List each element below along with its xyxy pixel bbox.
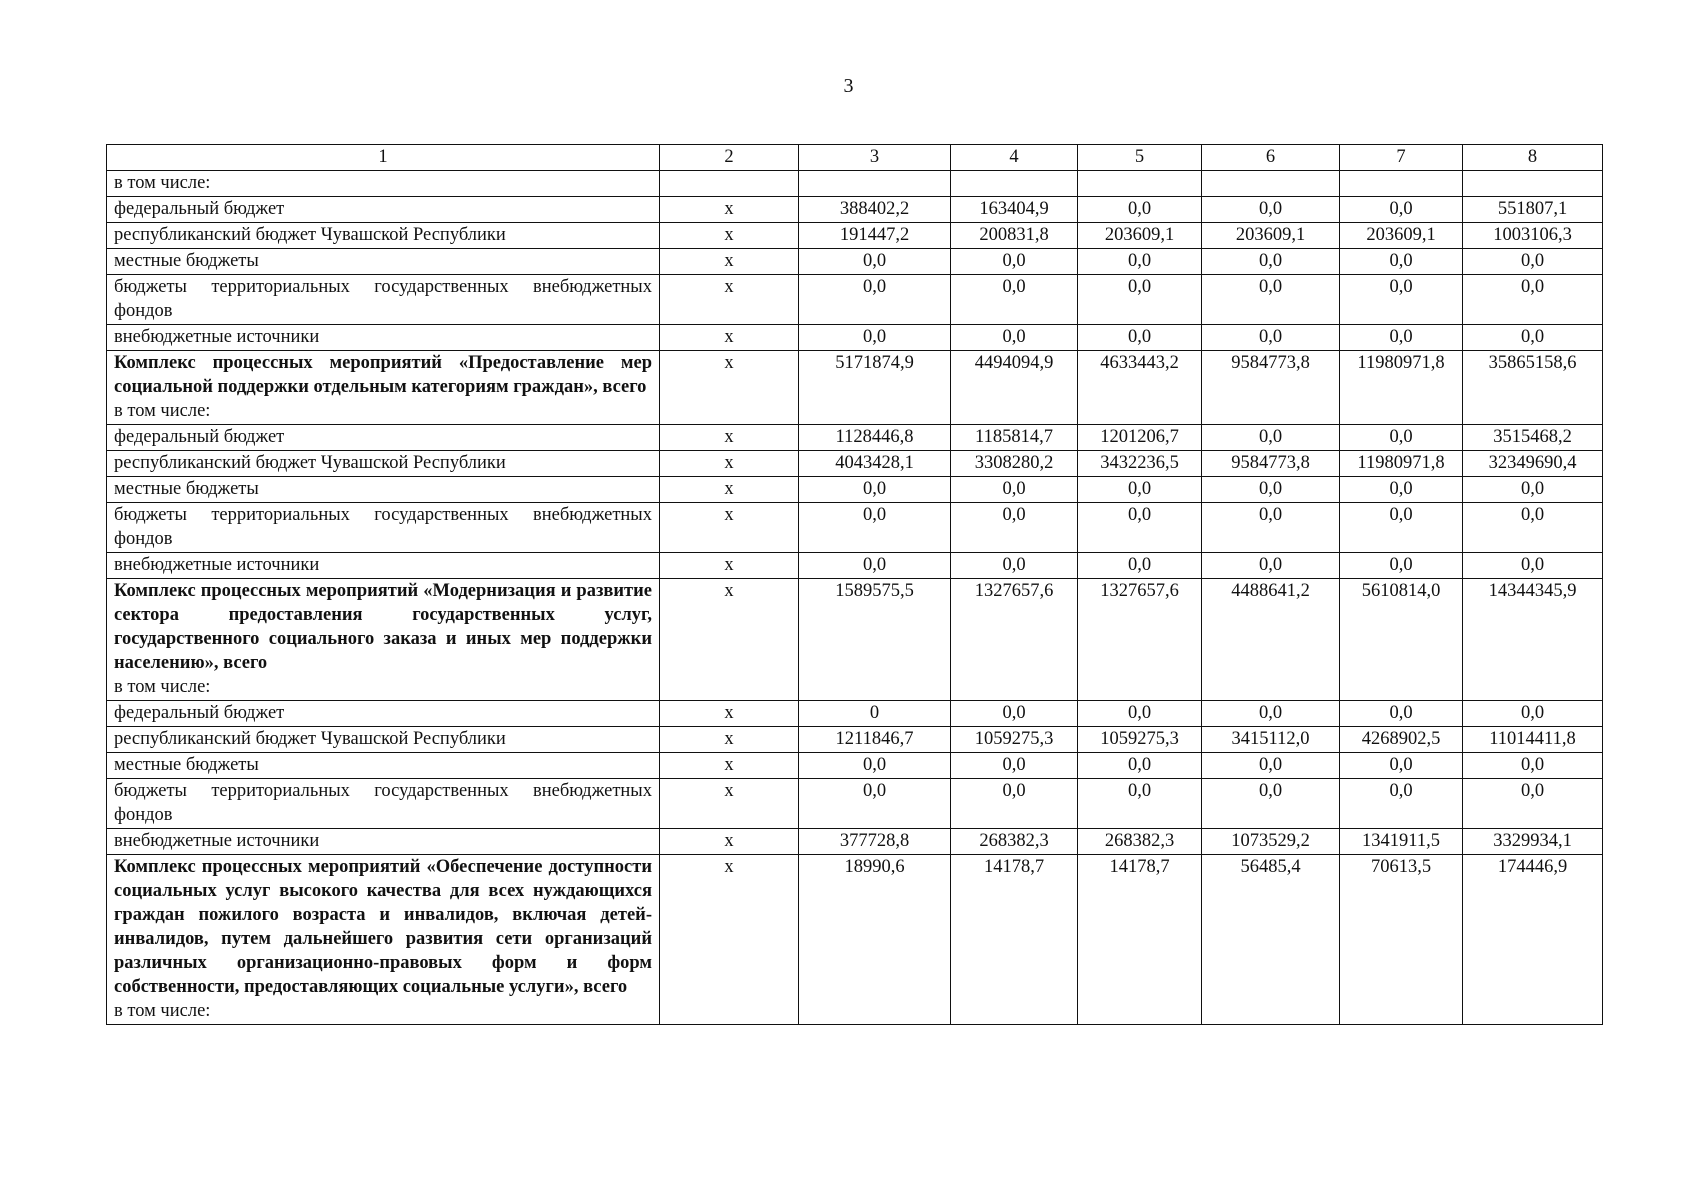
value-cell — [1202, 171, 1340, 197]
value-cell: 1073529,2 — [1202, 829, 1340, 855]
value-cell: 3515468,2 — [1463, 425, 1603, 451]
row-label-cell — [107, 223, 660, 249]
value-cell: 0,0 — [1202, 779, 1340, 829]
value-cell: 200831,8 — [951, 223, 1078, 249]
value-cell: 0,0 — [1340, 779, 1463, 829]
row-label-cell — [107, 451, 660, 477]
table-row — [107, 197, 1603, 223]
row-label-cell — [107, 249, 660, 275]
table-row — [107, 701, 1603, 727]
value-cell: 0,0 — [1202, 275, 1340, 325]
row-label-cell — [107, 855, 660, 1025]
value-cell: 0,0 — [1340, 701, 1463, 727]
value-cell: 1211846,7 — [799, 727, 951, 753]
code-cell: х — [660, 855, 799, 1025]
value-cell: 191447,2 — [799, 223, 951, 249]
table-row-complex — [107, 351, 1603, 425]
value-cell: 0,0 — [1340, 425, 1463, 451]
table-row — [107, 325, 1603, 351]
value-cell: 0,0 — [1078, 701, 1202, 727]
value-cell: 0,0 — [951, 701, 1078, 727]
row-label: бюджеты территориальных государственных внебюджетных фондов — [114, 505, 652, 549]
value-cell: 0,0 — [1078, 553, 1202, 579]
header-cell: 1 — [107, 145, 660, 171]
value-cell: 0,0 — [1202, 503, 1340, 553]
value-cell: 0,0 — [1340, 753, 1463, 779]
header-cell: 7 — [1340, 145, 1463, 171]
value-cell: 4043428,1 — [799, 451, 951, 477]
value-cell: 0,0 — [799, 249, 951, 275]
value-cell: 11980971,8 — [1340, 451, 1463, 477]
value-cell: 0,0 — [799, 275, 951, 325]
value-cell: 14344345,9 — [1463, 579, 1603, 701]
code-cell: х — [660, 753, 799, 779]
value-cell: 3308280,2 — [951, 451, 1078, 477]
header-cell: 4 — [951, 145, 1078, 171]
row-label: местные бюджеты — [114, 755, 259, 775]
complex-title: Комплекс процессных мероприятий «Модернизация и развитие сектора предоставления государственных услуг, государственного социального заказа и иных мер поддержки населению», всего — [114, 581, 652, 673]
table-row — [107, 779, 1603, 829]
value-cell: 1059275,3 — [1078, 727, 1202, 753]
including-note: в том числе: — [114, 1001, 211, 1021]
value-cell: 1003106,3 — [1463, 223, 1603, 249]
value-cell: 1059275,3 — [951, 727, 1078, 753]
row-label-cell — [107, 753, 660, 779]
value-cell: 0,0 — [1078, 503, 1202, 553]
value-cell: 203609,1 — [1202, 223, 1340, 249]
header-cell: 3 — [799, 145, 951, 171]
value-cell: 0,0 — [1078, 275, 1202, 325]
row-label: федеральный бюджет — [114, 703, 285, 723]
value-cell: 14178,7 — [1078, 855, 1202, 1025]
value-cell: 0,0 — [1340, 325, 1463, 351]
value-cell: 4268902,5 — [1340, 727, 1463, 753]
value-cell: 0,0 — [1202, 325, 1340, 351]
row-label-cell — [107, 275, 660, 325]
value-cell: 0,0 — [799, 779, 951, 829]
value-cell: 0,0 — [1078, 325, 1202, 351]
value-cell: 0,0 — [1463, 325, 1603, 351]
page-number: 3 — [843, 75, 854, 97]
value-cell: 56485,4 — [1202, 855, 1340, 1025]
value-cell — [1078, 171, 1202, 197]
value-cell: 4494094,9 — [951, 351, 1078, 425]
value-cell: 203609,1 — [1078, 223, 1202, 249]
value-cell: 4488641,2 — [1202, 579, 1340, 701]
row-label: местные бюджеты — [114, 479, 259, 499]
including-note: в том числе: — [114, 401, 211, 421]
value-cell: 1128446,8 — [799, 425, 951, 451]
header-row — [107, 145, 1603, 171]
row-label: республиканский бюджет Чувашской Республики — [114, 729, 506, 749]
code-cell: х — [660, 325, 799, 351]
value-cell: 0,0 — [951, 325, 1078, 351]
value-cell: 5171874,9 — [799, 351, 951, 425]
row-label: внебюджетные источники — [114, 555, 320, 575]
value-cell: 5610814,0 — [1340, 579, 1463, 701]
value-cell: 3432236,5 — [1078, 451, 1202, 477]
table-row — [107, 477, 1603, 503]
value-cell: 0,0 — [1340, 553, 1463, 579]
value-cell: 0,0 — [951, 753, 1078, 779]
value-cell: 1327657,6 — [1078, 579, 1202, 701]
value-cell: 0,0 — [951, 553, 1078, 579]
row-label-cell — [107, 553, 660, 579]
row-label-cell — [107, 579, 660, 701]
value-cell: 0 — [799, 701, 951, 727]
row-label: федеральный бюджет — [114, 199, 285, 219]
row-label: бюджеты территориальных государственных внебюджетных фондов — [114, 781, 652, 825]
code-cell: х — [660, 579, 799, 701]
table-body — [107, 171, 1603, 1025]
value-cell: 174446,9 — [1463, 855, 1603, 1025]
value-cell: 0,0 — [1202, 249, 1340, 275]
value-cell: 0,0 — [1463, 249, 1603, 275]
code-cell: х — [660, 477, 799, 503]
value-cell: 70613,5 — [1340, 855, 1463, 1025]
value-cell: 0,0 — [1078, 753, 1202, 779]
value-cell: 0,0 — [1078, 779, 1202, 829]
value-cell: 1341911,5 — [1340, 829, 1463, 855]
value-cell: 268382,3 — [951, 829, 1078, 855]
value-cell: 0,0 — [1463, 477, 1603, 503]
value-cell: 0,0 — [1202, 425, 1340, 451]
table-row — [107, 503, 1603, 553]
value-cell: 388402,2 — [799, 197, 951, 223]
code-cell: х — [660, 779, 799, 829]
table-row — [107, 451, 1603, 477]
row-label-cell — [107, 829, 660, 855]
header-cell: 8 — [1463, 145, 1603, 171]
value-cell: 0,0 — [799, 753, 951, 779]
value-cell — [799, 171, 951, 197]
code-cell: х — [660, 727, 799, 753]
row-label-cell — [107, 701, 660, 727]
table-row — [107, 553, 1603, 579]
value-cell: 0,0 — [951, 503, 1078, 553]
value-cell: 9584773,8 — [1202, 451, 1340, 477]
value-cell: 3329934,1 — [1463, 829, 1603, 855]
value-cell: 0,0 — [1202, 701, 1340, 727]
row-label-cell — [107, 197, 660, 223]
row-label-cell — [107, 425, 660, 451]
value-cell: 0,0 — [1078, 197, 1202, 223]
table-row — [107, 249, 1603, 275]
row-label: республиканский бюджет Чувашской Республики — [114, 225, 506, 245]
header-cell: 5 — [1078, 145, 1202, 171]
value-cell: 377728,8 — [799, 829, 951, 855]
value-cell: 11014411,8 — [1463, 727, 1603, 753]
value-cell: 0,0 — [1463, 753, 1603, 779]
value-cell: 0,0 — [951, 249, 1078, 275]
row-label: местные бюджеты — [114, 251, 259, 271]
value-cell: 0,0 — [1202, 753, 1340, 779]
value-cell: 1327657,6 — [951, 579, 1078, 701]
value-cell — [1340, 171, 1463, 197]
value-cell: 0,0 — [799, 477, 951, 503]
value-cell: 0,0 — [1340, 477, 1463, 503]
value-cell: 0,0 — [1340, 503, 1463, 553]
value-cell: 4633443,2 — [1078, 351, 1202, 425]
value-cell — [951, 171, 1078, 197]
row-label-cell — [107, 477, 660, 503]
code-cell: х — [660, 223, 799, 249]
value-cell: 0,0 — [951, 477, 1078, 503]
row-label: федеральный бюджет — [114, 427, 285, 447]
table-row-complex — [107, 855, 1603, 1025]
table-row — [107, 275, 1603, 325]
value-cell: 0,0 — [1463, 701, 1603, 727]
table-row — [107, 727, 1603, 753]
code-cell: х — [660, 249, 799, 275]
row-label-cell — [107, 351, 660, 425]
value-cell — [1463, 171, 1603, 197]
code-cell: х — [660, 425, 799, 451]
value-cell: 3415112,0 — [1202, 727, 1340, 753]
budget-table — [106, 144, 1603, 1025]
value-cell: 35865158,6 — [1463, 351, 1603, 425]
complex-title: Комплекс процессных мероприятий «Обеспечение доступности социальных услуг высокого качества для всех нуждающихся граждан пожилого возраста и инвалидов, включая детей-инвалидов, путем дальнейшего развития сети организаций различных организационно-правовых форм и форм собственности, предоставляющих социальные услуги», всего — [114, 857, 652, 997]
value-cell: 163404,9 — [951, 197, 1078, 223]
table-row — [107, 829, 1603, 855]
value-cell: 1589575,5 — [799, 579, 951, 701]
value-cell: 32349690,4 — [1463, 451, 1603, 477]
value-cell: 0,0 — [951, 275, 1078, 325]
value-cell: 9584773,8 — [1202, 351, 1340, 425]
row-label: внебюджетные источники — [114, 831, 320, 851]
table-header — [107, 145, 1603, 171]
code-cell: х — [660, 451, 799, 477]
table-row — [107, 223, 1603, 249]
code-cell: х — [660, 503, 799, 553]
value-cell: 0,0 — [1078, 477, 1202, 503]
code-cell: х — [660, 197, 799, 223]
code-cell: х — [660, 275, 799, 325]
value-cell: 1201206,7 — [1078, 425, 1202, 451]
value-cell: 0,0 — [1340, 249, 1463, 275]
value-cell: 0,0 — [799, 553, 951, 579]
row-label-cell — [107, 503, 660, 553]
code-cell: х — [660, 553, 799, 579]
value-cell: 0,0 — [1202, 197, 1340, 223]
value-cell: 0,0 — [1463, 275, 1603, 325]
value-cell: 1185814,7 — [951, 425, 1078, 451]
value-cell: 203609,1 — [1340, 223, 1463, 249]
row-label: внебюджетные источники — [114, 327, 320, 347]
including-note: в том числе: — [114, 677, 211, 697]
code-cell: х — [660, 351, 799, 425]
value-cell: 14178,7 — [951, 855, 1078, 1025]
code-cell — [660, 171, 799, 197]
code-cell: х — [660, 829, 799, 855]
row-label: республиканский бюджет Чувашской Республики — [114, 453, 506, 473]
value-cell: 0,0 — [1202, 477, 1340, 503]
table-row — [107, 425, 1603, 451]
value-cell: 0,0 — [951, 779, 1078, 829]
value-cell: 0,0 — [799, 325, 951, 351]
value-cell: 0,0 — [799, 503, 951, 553]
row-label-cell — [107, 727, 660, 753]
value-cell: 0,0 — [1202, 553, 1340, 579]
row-label-cell — [107, 325, 660, 351]
value-cell: 0,0 — [1463, 503, 1603, 553]
table-row — [107, 753, 1603, 779]
header-cell: 2 — [660, 145, 799, 171]
value-cell: 0,0 — [1340, 197, 1463, 223]
value-cell: 18990,6 — [799, 855, 951, 1025]
value-cell: 268382,3 — [1078, 829, 1202, 855]
value-cell: 11980971,8 — [1340, 351, 1463, 425]
value-cell: 0,0 — [1078, 249, 1202, 275]
value-cell: 0,0 — [1463, 553, 1603, 579]
value-cell: 551807,1 — [1463, 197, 1603, 223]
row-label-cell — [107, 171, 660, 197]
row-label: бюджеты территориальных государственных внебюджетных фондов — [114, 277, 652, 321]
table-row — [107, 171, 1603, 197]
complex-title: Комплекс процессных мероприятий «Предоставление мер социальной поддержки отдельным категориям граждан», всего — [114, 353, 652, 397]
code-cell: х — [660, 701, 799, 727]
table-row-complex — [107, 579, 1603, 701]
row-label: в том числе: — [114, 173, 211, 193]
value-cell: 0,0 — [1463, 779, 1603, 829]
header-cell: 6 — [1202, 145, 1340, 171]
value-cell: 0,0 — [1340, 275, 1463, 325]
row-label-cell — [107, 779, 660, 829]
